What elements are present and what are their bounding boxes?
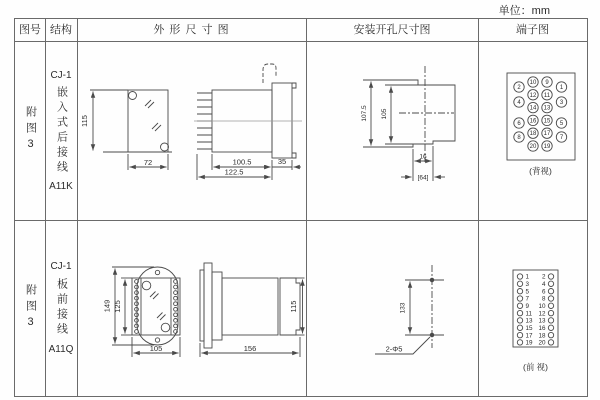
row2-code: A11Q bbox=[48, 344, 74, 355]
row2-structure-cell bbox=[45, 220, 77, 396]
terminal-number: 12 bbox=[529, 92, 537, 99]
row2-figure-no: 附图3 bbox=[24, 283, 37, 333]
row1-figure-no-cell bbox=[15, 41, 45, 220]
terminal-number: 5 bbox=[525, 288, 530, 296]
terminal-number: 8 bbox=[541, 295, 546, 303]
row2-mounting-drawing bbox=[305, 220, 477, 395]
terminal-number: 11 bbox=[543, 92, 551, 99]
dimension-label: 133 bbox=[399, 302, 407, 314]
terminal-number: 14 bbox=[529, 105, 537, 112]
dimension-label: 122.5 bbox=[224, 167, 244, 177]
terminal-number: 16 bbox=[538, 325, 546, 332]
view-label: (前 视) bbox=[522, 362, 549, 372]
terminal-number: 4 bbox=[517, 100, 521, 106]
terminal-number: 12 bbox=[538, 310, 546, 318]
terminal-number: 11 bbox=[525, 310, 533, 318]
terminal-number: 16 bbox=[529, 118, 537, 125]
screw-hole-icon bbox=[161, 323, 170, 332]
terminal-number: 7 bbox=[525, 295, 530, 303]
terminal-number: 5 bbox=[559, 121, 564, 127]
unit-label: 单位：mm bbox=[498, 5, 550, 17]
view-label: (背视) bbox=[529, 166, 552, 176]
hook-centerline-icon bbox=[263, 64, 276, 83]
row1-structure-cell bbox=[45, 41, 77, 220]
row1-figure-no: 附图3 bbox=[24, 106, 37, 155]
terminal-number: 19 bbox=[543, 144, 551, 150]
terminal-number: 20 bbox=[538, 339, 546, 347]
dimension-label: 2-Φ5 bbox=[385, 344, 403, 354]
mounting-hole-icon bbox=[155, 270, 159, 274]
terminal-number: 6 bbox=[541, 288, 546, 296]
mounting-hole-icon bbox=[430, 278, 434, 282]
row1-model: CJ-1 bbox=[50, 69, 72, 81]
dimension-label: 105 bbox=[381, 108, 388, 120]
dimension-label: 72 bbox=[143, 158, 153, 167]
terminal-number: 10 bbox=[538, 303, 546, 310]
dimension-label: 149 bbox=[102, 299, 112, 313]
terminal-number: 19 bbox=[525, 339, 533, 347]
terminal-number: 13 bbox=[525, 317, 533, 325]
col-header-structure: 结构 bbox=[50, 24, 72, 36]
terminal-number: 18 bbox=[538, 332, 546, 340]
terminal-number: 3 bbox=[559, 100, 564, 106]
terminal-number: 9 bbox=[525, 303, 530, 310]
dimension-label: 156 bbox=[243, 344, 257, 353]
terminal-number: 13 bbox=[543, 105, 551, 112]
dimension-label: 125 bbox=[113, 300, 122, 313]
terminal-number: 6 bbox=[517, 121, 521, 127]
dimension-label: 115 bbox=[289, 300, 298, 313]
terminal-number: 10 bbox=[529, 80, 537, 86]
col-header-figure-no: 图号 bbox=[19, 24, 41, 36]
terminal-number: 1 bbox=[525, 273, 530, 281]
terminal-number: 17 bbox=[543, 131, 551, 138]
terminal-number: 18 bbox=[529, 131, 537, 138]
terminal-number: 3 bbox=[525, 281, 530, 288]
row2-figure-no-cell bbox=[15, 220, 45, 396]
row1-structure-text: 嵌入式后接线 bbox=[55, 85, 68, 176]
row1-outline-drawing bbox=[76, 40, 305, 219]
terminal-number: 15 bbox=[543, 118, 551, 125]
screw-hole-icon bbox=[161, 143, 169, 151]
terminal-number: 2 bbox=[541, 273, 546, 281]
row2-outline-drawing bbox=[76, 220, 305, 395]
row1-code: A11K bbox=[49, 180, 73, 192]
dimension-label: 105 bbox=[149, 344, 163, 353]
terminal-number: 20 bbox=[529, 144, 537, 150]
dimension-label: 115 bbox=[80, 115, 89, 127]
row1-terminal-diagram bbox=[477, 40, 586, 219]
col-header-terminals: 端子图 bbox=[516, 24, 549, 36]
screw-hole-icon bbox=[142, 281, 151, 290]
col-header-outline: 外 形 尺 寸 图 bbox=[153, 24, 230, 36]
terminal-number: 4 bbox=[541, 281, 546, 288]
terminal-number: 15 bbox=[525, 325, 533, 332]
terminal-number: 8 bbox=[517, 135, 521, 141]
row2-structure-text: 板前接线 bbox=[55, 278, 68, 338]
leader-line-icon bbox=[375, 337, 430, 354]
glass-hatch-icon bbox=[152, 123, 161, 131]
glass-hatch-icon bbox=[150, 292, 159, 300]
mounting-hole-icon bbox=[155, 338, 159, 342]
row2-model: CJ-1 bbox=[50, 261, 72, 272]
dimension-label: 107.5 bbox=[361, 105, 368, 122]
dimension-label: [64] bbox=[417, 174, 429, 182]
terminal-number: 2 bbox=[517, 85, 521, 91]
terminal-number: 17 bbox=[525, 332, 533, 340]
terminal-number: 9 bbox=[545, 80, 549, 86]
glass-hatch-icon bbox=[157, 313, 166, 321]
dimension-label: 16 bbox=[419, 153, 427, 161]
terminal-number: 1 bbox=[559, 85, 564, 91]
row1-mounting-drawing bbox=[305, 40, 477, 219]
dimension-label: 35 bbox=[277, 157, 287, 166]
terminal-number: 13 bbox=[538, 317, 546, 325]
mounting-hole-icon bbox=[430, 333, 434, 337]
col-header-mounting: 安装开孔尺寸图 bbox=[353, 24, 431, 36]
row2-terminal-diagram bbox=[477, 220, 586, 395]
screw-hole-icon bbox=[129, 92, 137, 100]
dimension-label: 100.5 bbox=[232, 157, 252, 167]
glass-hatch-icon bbox=[145, 100, 154, 108]
terminal-number: 7 bbox=[559, 135, 564, 141]
